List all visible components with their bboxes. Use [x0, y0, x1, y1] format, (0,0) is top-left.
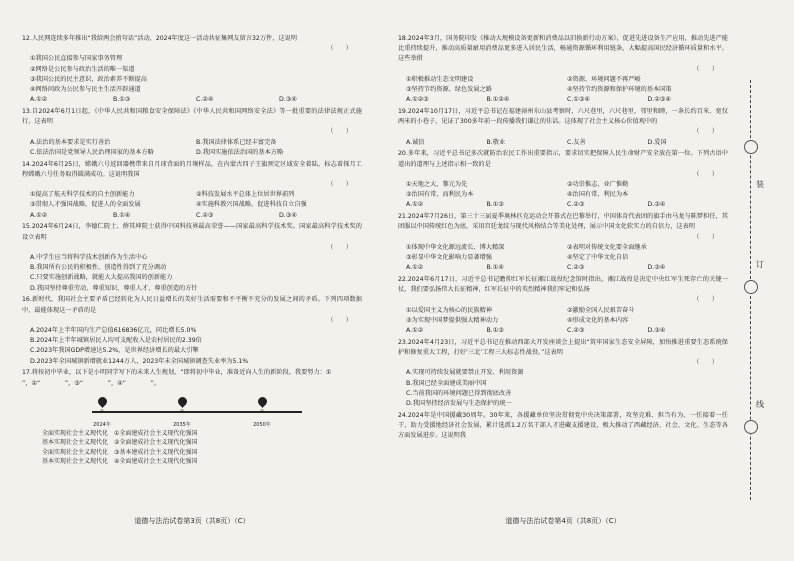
answer-choice: C.②③ — [567, 201, 585, 209]
option: C.2023年我国GDP增速达5.2%，是世界经济增长的最大引擎 — [30, 347, 199, 355]
option: ②网络是公民参与政治生活的唯一渠道 — [30, 65, 135, 73]
answer-choice: A.①② — [30, 96, 48, 104]
option: ①提高了航天科学技术的自主创新能力 — [30, 191, 135, 199]
timeline-year: 2024年 — [93, 421, 111, 428]
answer-choice: B.①④ — [113, 211, 131, 219]
answer-choice: A.诚信 — [406, 138, 425, 146]
answer-bracket: （ ） — [327, 128, 352, 136]
timeline-year: 2035年 — [173, 421, 191, 428]
left-page — [22, 34, 362, 526]
answer-bracket: （ ） — [693, 359, 718, 367]
answer-choices — [398, 200, 728, 210]
timeline-node-label: ② — [179, 408, 185, 415]
page-footer: 道德与法治试卷第4页（共8页）（C） — [505, 517, 621, 525]
binding-hole-icon — [744, 420, 758, 434]
question-stem: 14.2024年6月25日，嫦娥六号返回器携带来自月球背面的月壤样品，在内蒙古四子王旗预定区域安全着陆，标志着探月工程嫦娥六号任务取得圆满成功。这说明我国 — [22, 160, 362, 178]
timeline-year: 2050年 — [253, 421, 271, 428]
answer-choice: C.②④ — [196, 96, 214, 104]
question-18 — [398, 34, 728, 105]
map-pin-icon — [256, 395, 269, 408]
answer-bracket: （ ） — [327, 316, 352, 324]
binding-hole-icon — [744, 280, 758, 294]
timeline-node-label: ③ — [259, 408, 265, 415]
question-14 — [22, 160, 362, 221]
answer-bracket: （ ） — [693, 296, 718, 304]
option: ④坚持节约资源和保护环境的基本国策 — [567, 86, 672, 94]
binding-char: 订 — [756, 260, 764, 269]
answer-choice: B.①③ — [486, 327, 504, 335]
question-15 — [22, 222, 362, 293]
question-13 — [22, 107, 362, 158]
answer-choices — [398, 326, 728, 336]
option: A.2024年上半年国内生产总值616836亿元，同比增长5.0% — [30, 327, 197, 335]
question-12 — [22, 34, 362, 105]
answer-choice: C.②③ — [196, 211, 214, 219]
map-pin-icon — [176, 395, 189, 408]
answer-choice: A.①② — [406, 201, 424, 209]
binding-margin — [742, 80, 782, 500]
question-22 — [398, 275, 728, 336]
card-line: 基本实现社会主义现代化 ④全面建成社会主义现代化强国 — [42, 458, 198, 466]
question-24 — [398, 411, 728, 442]
option: ③贯彻人才强国战略，促进人的全面发展 — [30, 201, 141, 209]
question-stem: 20.多年来，习近平总书记多次就防治农民工作出重要指示，要求切实把保障人民生命财产安全放在第一位。下列古语中道出的道理与上述指示相一致的是 — [398, 150, 728, 168]
question-23 — [398, 338, 728, 409]
right-question-list — [398, 34, 728, 441]
answer-choices — [22, 211, 362, 221]
question-stem: 12.人民网连续多年推出“我给两会捎句话”活动，2024年度这一活动共征集网友留言32万件，这说明 — [22, 35, 297, 42]
timeline-figure — [22, 391, 362, 427]
question-17 — [22, 368, 362, 388]
question-stem: 15.2024年6月24日，李德仁院士、薛其坤院士获得中国科技界最高荣誉——国家最高科学技术奖。国家最高科学技术奖的设立表明 — [22, 223, 362, 241]
answer-choice: D.③④ — [647, 201, 666, 209]
option: ④形成文化的基本内容 — [567, 316, 629, 324]
option: ①以爱国主义为核心的民族精神 — [406, 306, 492, 314]
option: B.2024年上半年城镇居民人均可支配收入是农村居民的2.39倍 — [30, 337, 202, 345]
option: ②功崇惟志，业广惟勤 — [567, 181, 629, 189]
option: ①积极推动生态文明建设 — [406, 75, 474, 83]
question-stem: 19.2024年10月17日，习近平总书记在福建漳州东山县考察时，六尺巷里，六尺巷里，邻里和睦，一条长约百米、宽仅两米的小巷子，见证了300多年前一段传播我们谦让的佳话。这体现了社会主义核心价值观中的 — [398, 108, 728, 126]
answer-choice: A.①②③ — [406, 96, 429, 104]
answer-choices — [398, 95, 728, 105]
option: C.只要实施创新战略，就能大大提高我国的创新能力 — [30, 274, 173, 282]
option: ③治国有常，而利民为本 — [406, 191, 474, 199]
answer-bracket: （ ） — [327, 243, 352, 251]
option: A.中学生应当将科学技术创新作为生活中心 — [30, 254, 148, 262]
page-footer: 道德与法治试卷第3页（共8页）（C） — [134, 517, 250, 525]
option-grid — [22, 190, 362, 210]
card-line: 全面实现社会主义现代化 ①全面建成社会主义现代化强国 — [42, 429, 198, 437]
option-grid — [22, 138, 362, 158]
question-stem: 22.2024年6月17日，习近平总书记瞻仰红军长征湘江战役纪念馆时指出，湘江战役是决定中央红军生死存亡的关键一仗，我们要弘扬伟大长征精神，红军长征中的英烈精神我们牢记和弘扬 — [398, 276, 728, 294]
option: A.实现可持续发展就要禁止开发、利用资源 — [406, 369, 524, 377]
question-16 — [22, 295, 362, 366]
map-pin-icon — [96, 395, 109, 408]
answer-bracket: （ ） — [327, 45, 352, 53]
option: D.2023年全国城镇新增就业1244万人，2023年末全国城镇调查失业率为5.1% — [30, 357, 249, 365]
answer-bracket: （ ） — [693, 170, 718, 178]
timeline-node — [242, 397, 282, 428]
answer-bracket: （ ） — [693, 128, 718, 136]
binding-hole-icon — [744, 140, 758, 154]
answer-choice: C.②③ — [567, 327, 585, 335]
answer-choice: C.②③ — [567, 264, 585, 272]
answer-choice: D.③④ — [279, 96, 297, 104]
option: D.我国坚持尊重劳动、尊重知识、尊重人才、尊重创造的方针 — [30, 284, 198, 292]
option-grid — [398, 243, 728, 263]
option: ②资源、环境问题不再严峻 — [567, 75, 641, 83]
option: A.法治的基本要求是实行善治 — [30, 138, 111, 146]
answer-bracket: （ ） — [693, 65, 718, 73]
answer-choice: B.①③ — [486, 201, 504, 209]
question-19 — [398, 107, 728, 148]
answer-choice: B.①③ — [113, 96, 131, 104]
option-grid — [398, 306, 728, 326]
option: D.我国坚持经济发展与生态保护的统一 — [406, 400, 512, 408]
answer-choices — [398, 138, 728, 148]
timeline-node-label: ① — [99, 408, 105, 415]
option: ④网络问政为公民参与民主生活开辟通道 — [30, 86, 141, 94]
answer-choice: C.①③④ — [567, 96, 590, 104]
answer-choice: B.①②④ — [486, 96, 510, 104]
option: ④治国有常，利民为本 — [567, 191, 629, 199]
answer-bracket: （ ） — [693, 233, 718, 241]
option: ④实施科教兴国战略，促进科技自立自强 — [196, 201, 307, 209]
option: D.我国实施依法治国的基本方略 — [196, 148, 284, 156]
option: ①我国公民直接参与国家事务管理 — [30, 55, 123, 63]
answer-choice: A.①② — [30, 211, 48, 219]
right-page — [398, 34, 728, 526]
answer-choice: D.③④ — [647, 327, 666, 335]
option-grid — [398, 180, 728, 200]
option-grid — [398, 75, 728, 95]
binding-char: 线 — [756, 400, 764, 409]
timeline-node — [82, 397, 122, 428]
option: ③坚持节约资源、绿色发展之路 — [406, 86, 492, 94]
question-stem-continued: ”，②“ ”，③“ ”，④“ ”。 — [22, 379, 161, 387]
answer-choice: D.②③④ — [647, 96, 671, 104]
option: ①天地之大，黎元为先 — [406, 181, 468, 189]
option: C.当前我国的环境问题已得到彻底改善 — [406, 389, 512, 397]
answer-choice: C.友善 — [567, 138, 586, 146]
answer-choice: D.爱国 — [647, 138, 667, 146]
option: ②科技发展水平总体上位居世界前列 — [196, 191, 295, 199]
option: B.我国已经全面建成美丽中国 — [406, 379, 487, 387]
answer-choice: A.①② — [406, 264, 424, 272]
timeline-node — [162, 397, 202, 428]
option: ④坚定了中华文化自信 — [567, 254, 629, 262]
question-20 — [398, 149, 728, 210]
answer-bracket: （ ） — [327, 181, 352, 189]
question-21 — [398, 212, 728, 273]
card-line: 基本实现社会主义现代化 ②全面建成社会主义现代化强国 — [42, 439, 198, 447]
option: C.依法治国是党领导人民治理国家的基本方略 — [30, 148, 154, 156]
question-stem: 24.2024年是中国援藏30周年。30年来，各援藏单位坚决贯彻党中央决策部署，攻坚克难、担当有为、一任接着一任干，助力受援地经济社会发展，累计选派1.2万名干部人才进藏支援建设，极大推动了西藏经济、社会、文化、生态等各方面发展进步。这说明我 — [398, 411, 728, 440]
answer-choices — [398, 263, 728, 273]
question-stem: 18.2024年3月，国务院印发《推动大规模设备更新和消费品以旧换新行动方案》，促进先进设备生产应用，推动先进产能比重持续提升，推动高质量耐用消费品更多进入居民生活，畅通资源循环利用链条，大幅提高国民经济循环质量和水平。这些举措 — [398, 35, 728, 63]
question-stem: 16.新时代，我国社会主要矛盾已经转化为人民日益增长的美好生活需要和不平衡不充分的发展之间的矛盾。下列四项数据中，最能体现这一矛盾的是 — [22, 296, 362, 314]
question-stem: 21.2024年7月26日，第三十三届夏季奥林匹克运动会开幕式在巴黎举行，中国体育代表团的旗手由马龙与陈梦担任，其团服以中国传统红色为底，采用宫廷龙纹与现代风格结合等美化处理，展示中国文化软实力的自信力，这表明 — [398, 213, 728, 231]
answer-choices — [22, 95, 362, 105]
question-stem: 17.将按初中毕业，以下是小明同学写下的未来人生规划，“即将初中毕业，准备近向人生的新阶段。我要努力：① — [22, 369, 332, 377]
answer-choice: D.③④ — [279, 211, 297, 219]
question-stem: 13.自2024年6月1日起，《中华人民共和国粮食安全保障法》《中华人民共和国网络安全法》等一批重要的法律法规正式施行，这表明 — [22, 108, 362, 126]
option: B.我国所有公民的积极性、创造性得到了充分调动 — [30, 264, 167, 272]
option: ③彰显中华文化影响力显著增强 — [406, 254, 492, 262]
answer-choice: A.①② — [406, 327, 424, 335]
option: B.我国法律体系已经丰富完备 — [196, 138, 277, 146]
option: ②激励全国人民艰苦奋斗 — [567, 306, 635, 314]
answer-choice: B.①④ — [486, 264, 504, 272]
option: ③为实现中国梦提供强大精神动力 — [406, 316, 499, 324]
answer-choice: D.③④ — [647, 264, 666, 272]
answer-choice: B.敬业 — [486, 138, 506, 146]
question-stem: 23.2024年4月23日，习近平总书记在推动西部大开发座谈会上提出“筑牢国家生态安全屏障，加快推进重要生态系统保护和修复重大工程，打好‘三北’工程三大标志性战役。”这表明 — [398, 338, 728, 357]
binding-char: 装 — [756, 180, 764, 189]
option: ③我国公民的民主意识、政治素养不断提高 — [30, 75, 147, 83]
card-line: 全面实现社会主义现代化 ③基本建成社会主义现代化强国 — [42, 448, 198, 456]
option: ①体现中华文化源远流长、博大精深 — [406, 243, 505, 251]
option: ②表明对传统文化要全面继承 — [567, 243, 647, 251]
option-card — [22, 429, 362, 467]
left-question-list — [22, 34, 362, 389]
